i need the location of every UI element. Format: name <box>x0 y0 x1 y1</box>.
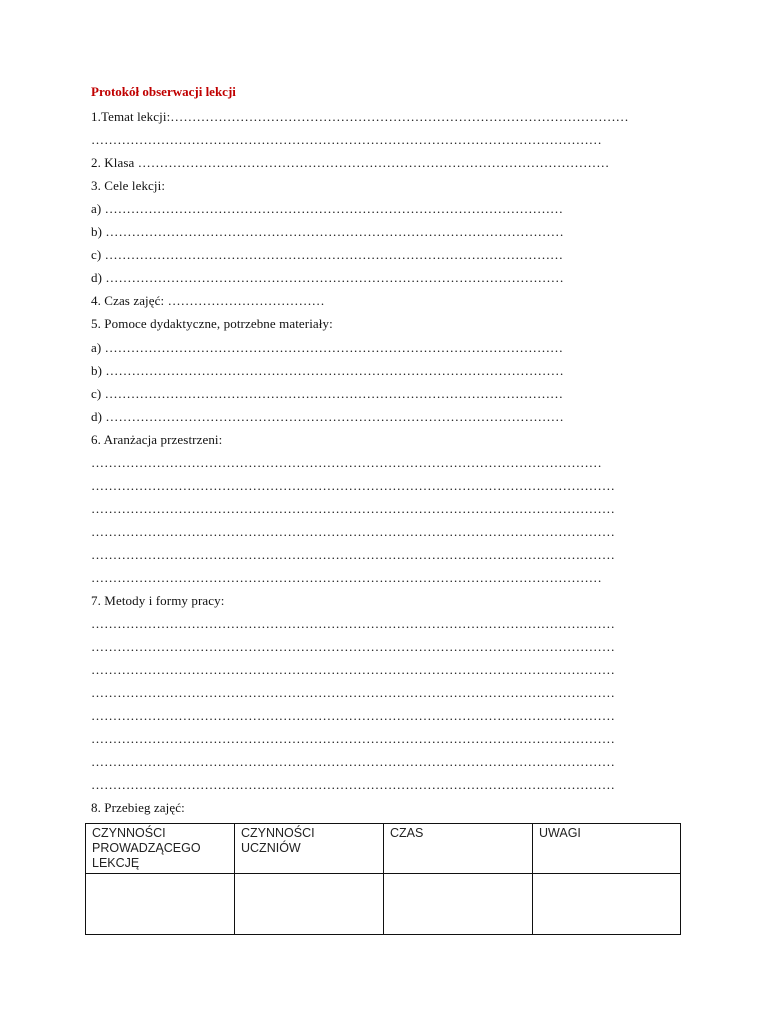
goal-a-line: a) …………………………………………………………………………………………… <box>91 201 564 216</box>
methods-heading: 7. Metody i formy pracy: <box>91 593 225 608</box>
class-line: 2. Klasa ……………………………………………………………………………………………… <box>91 155 610 170</box>
methods-line-8: ………………………………………………………………………………………………………… <box>91 777 615 792</box>
methods-line-5: ………………………………………………………………………………………………………… <box>91 708 615 723</box>
lesson-course-table <box>85 823 681 935</box>
materials-heading: 5. Pomoce dydaktyczne, potrzebne materiały: <box>91 316 333 331</box>
table-header-row <box>86 824 681 874</box>
header-time: CZAS <box>384 824 533 874</box>
cell-notes[interactable] <box>533 874 681 935</box>
goal-b-line: b) …………………………………………………………………………………………… <box>91 224 564 239</box>
material-b-line: b) …………………………………………………………………………………………… <box>91 363 564 378</box>
goals-heading: 3. Cele lekcji: <box>91 178 166 193</box>
material-a-line: a) …………………………………………………………………………………………… <box>91 340 564 355</box>
methods-line-2: ………………………………………………………………………………………………………… <box>91 639 615 654</box>
topic-continuation-line: ……………………………………………………………………………………………………… <box>91 132 602 147</box>
lesson-course-heading: 8. Przebieg zajęć: <box>91 800 185 815</box>
space-line-2: ………………………………………………………………………………………………………… <box>91 478 615 493</box>
table-row <box>86 874 681 935</box>
methods-line-1: ………………………………………………………………………………………………………… <box>91 616 615 631</box>
space-line-3: ………………………………………………………………………………………………………… <box>91 501 615 516</box>
space-line-4: ………………………………………………………………………………………………………… <box>91 524 615 539</box>
methods-line-3: ………………………………………………………………………………………………………… <box>91 662 615 677</box>
duration-line: 4. Czas zajęć: ……………………………… <box>91 293 325 308</box>
methods-line-4: ………………………………………………………………………………………………………… <box>91 685 615 700</box>
methods-line-6: ………………………………………………………………………………………………………… <box>91 731 615 746</box>
space-heading: 6. Aranżacja przestrzeni: <box>91 432 223 447</box>
header-teacher-activities: CZYNNOŚCI PROWADZĄCEGO LEKCJĘ <box>86 824 235 874</box>
goal-d-line: d) …………………………………………………………………………………………… <box>91 270 564 285</box>
topic-line: 1.Temat lekcji:…………………………………………………………………………………………… <box>91 109 629 124</box>
header-student-activities: CZYNNOŚCI UCZNIÓW <box>235 824 384 874</box>
space-line-5: ………………………………………………………………………………………………………… <box>91 547 615 562</box>
document-title: Protokół obserwacji lekcji <box>91 84 236 99</box>
cell-teacher-activities[interactable] <box>86 874 235 935</box>
header-notes: UWAGI <box>533 824 681 874</box>
space-line-6: ……………………………………………………………………………………………………… <box>91 570 602 585</box>
methods-line-7: ………………………………………………………………………………………………………… <box>91 754 615 769</box>
material-c-line: c) …………………………………………………………………………………………… <box>91 386 564 401</box>
space-line-1: ……………………………………………………………………………………………………… <box>91 455 602 470</box>
cell-time[interactable] <box>384 874 533 935</box>
material-d-line: d) …………………………………………………………………………………………… <box>91 409 564 424</box>
goal-c-line: c) …………………………………………………………………………………………… <box>91 247 564 262</box>
cell-student-activities[interactable] <box>235 874 384 935</box>
